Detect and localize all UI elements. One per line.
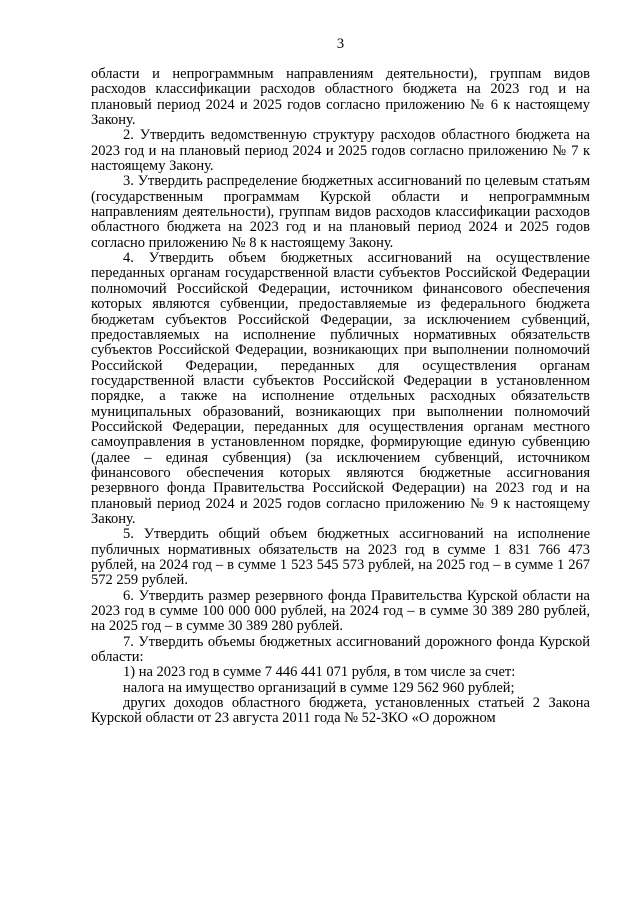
paragraph-item-6: 6. Утвердить размер резервного фонда Правительства Курской области на 2023 год в сумме 100 000 000 рублей, на 2024 год – в сумме 30 389 280 рублей, на 2025 год – в сумме 30 389 280 рублей. — [91, 587, 590, 635]
paragraph-item-7: 7. Утвердить объемы бюджетных ассигнований дорожного фонда Курской области: — [91, 633, 590, 666]
paragraph-item-2: 2. Утвердить ведомственную структуру расходов областного бюджета на 2023 год и на плановый период 2024 и 2025 годов согласно приложению № 7 к настоящему Закону. — [91, 127, 590, 175]
paragraph-subitem-1: 1) на 2023 год в сумме 7 446 441 071 рубля, в том числе за счет: — [123, 664, 516, 681]
page-number: 3 — [336, 36, 345, 52]
paragraph-continuation: области и непрограммным направлениям деятельности), группам видов расходов классификации расходов областного бюджета на 2023 год и на плановый период 2024 и 2025 годов согласно приложению № 6 к настоящему Закону. — [91, 66, 590, 129]
paragraph-other-income: других доходов областного бюджета, установленных статьей 2 Закона Курской области от 23 августа 2011 года № 52-ЗКО «О дорожном — [91, 695, 590, 727]
paragraph-item-4: 4. Утвердить объем бюджетных ассигнований на осуществление переданных органам государственной власти субъектов Российской Федерации полномочий Российской Федерации, источником финансового обеспечения которых являются субвенции, предоставляемые из федерального бюджета бюджетам субъектов Российской Федерации, за исключением субвенций, предоставляемых на исполнение публичных нормативных обязательств субъектов Российской Федерации, возникающих при выполнении полномочий Российской Федерации, переданных для осуществления органам государственной власти субъектов Российской Федерации в установленном порядке, а также на исполнение отдельных расходных обязательств муниципальных образований, возникающих при выполнении полномочий Российской Федерации, переданных для осуществления органам местного самоуправления в установленном порядке, формирующие единую субвенцию (далее – единая субвенция) (за исключением субвенций, источником финансового обеспечения которых являются бюджетные ассигнования резервного фонда Правительства Российской Федерации) на 2023 год и на плановый период 2024 и 2025 годов согласно приложению № 9 к настоящему Закону. — [91, 250, 590, 527]
paragraph-item-3: 3. Утвердить распределение бюджетных ассигнований по целевым статьям (государственным программам Курской области и непрограммным направлениям деятельности), группам видов расходов классификации расходов областного бюджета на 2023 год и на плановый период 2024 и 2025 годов согласно приложению № 8 к настоящему Закону. — [91, 173, 590, 251]
paragraph-property-tax: налога на имущество организаций в сумме 129 562 960 рублей; — [123, 679, 515, 696]
paragraph-item-5: 5. Утвердить общий объем бюджетных ассигнований на исполнение публичных нормативных обязательств на 2023 год в сумме 1 831 766 473 рублей, на 2024 год – в сумме 1 523 545 573 рублей, на 2025 год – в сумме 1 267 572 259 рублей. — [91, 526, 590, 589]
